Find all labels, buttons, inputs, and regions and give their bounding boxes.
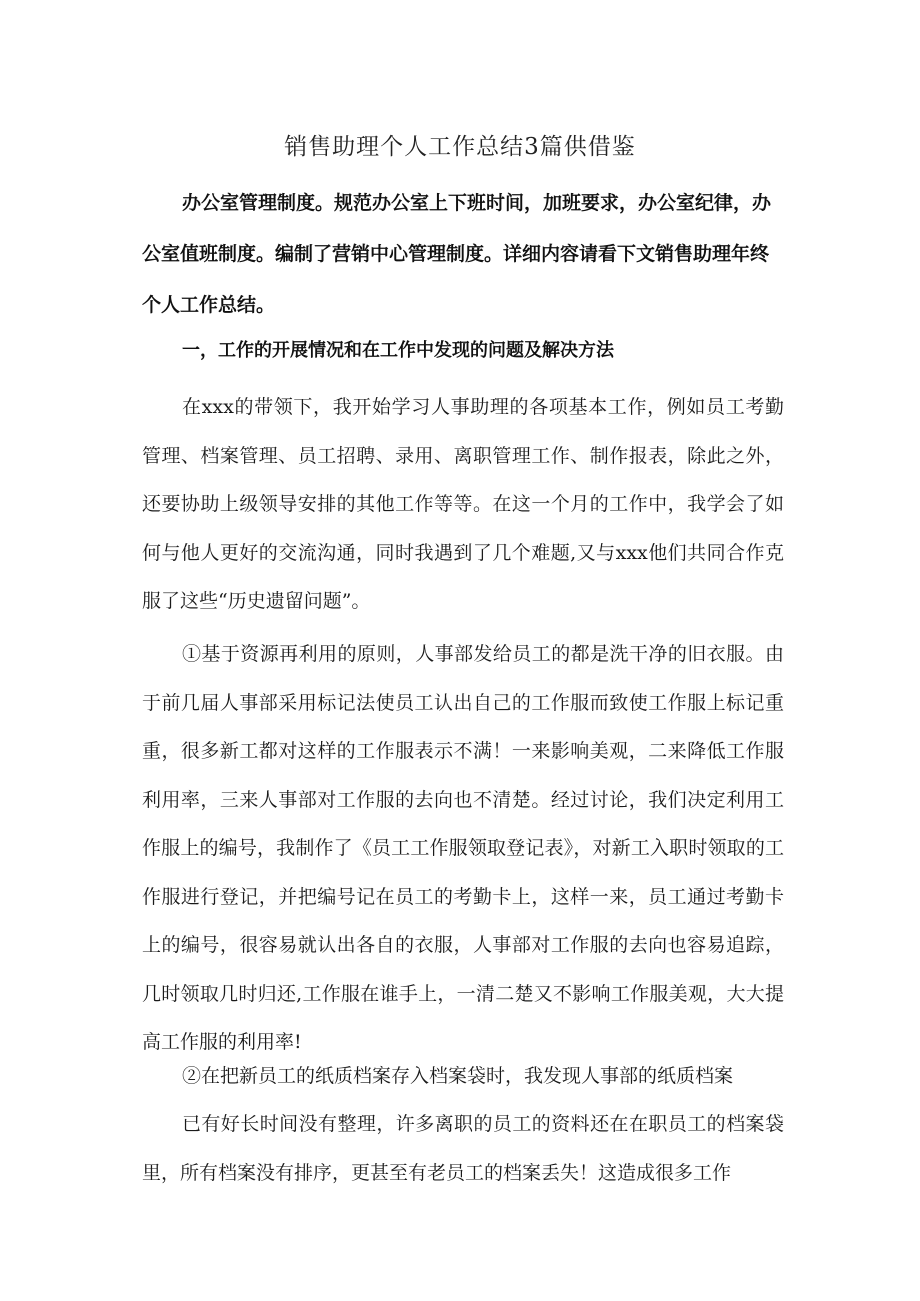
body-paragraph-1: 在xxx的带领下，我开始学习人事助理的各项基本工作，例如员工考勤管理、档案管理、员工招聘、录用、离职管理工作、制作报表，除此之外，还要协助上级领导安排的其他工作等等。在这一个月的工作中，我学会了如何与他人更好的交流沟通，同时我遇到了几个难题,又与xxx他们共同合作克服了这些“历史遗留问题”。 xyxy=(142,396,784,612)
body-paragraph-3: ②在把新员工的纸质档案存入档案袋时，我发现人事部的纸质档案 xyxy=(182,1065,734,1087)
section-heading: 一，工作的开展情况和在工作中发现的问题及解决方法 xyxy=(182,340,614,361)
body-paragraph-2: ①基于资源再利用的原则，人事部发给员工的都是洗干净的旧衣服。由于前几届人事部采用标记法使员工认出自己的工作服而致使工作服上标记重重，很多新工都对这样的工作服表示不满！一来影响美观，二来降低工作服利用率，三来人事部对工作服的去向也不清楚。经过讨论，我们决定利用工作服上的编号，我制作了《员工工作服领取登记表》，对新工入职时领取的工作服进行登记，并把编号记在员工的考勤卡上，这样一来，员工通过考勤卡上的编号，很容易就认出各自的衣服，人事部对工作服的去向也容易追踪，几时领取几时归还,工作服在谁手上，一清二楚又不影响工作服美观，大大提高工作服的利用率! xyxy=(142,643,784,1053)
body-paragraph-4: 已有好长时间没有整理，许多离职的员工的资料还在在职员工的档案袋里，所有档案没有排序，更甚至有老员工的档案丢失！这造成很多工作 xyxy=(142,1113,784,1184)
intro-paragraph: 办公室管理制度。规范办公室上下班时间，加班要求，办公室纪律，办公室值班制度。编制了营销中心管理制度。详细内容请看下文销售助理年终个人工作总结。 xyxy=(142,192,772,316)
document-title: 销售助理个人工作总结3篇供借鉴 xyxy=(284,134,636,160)
